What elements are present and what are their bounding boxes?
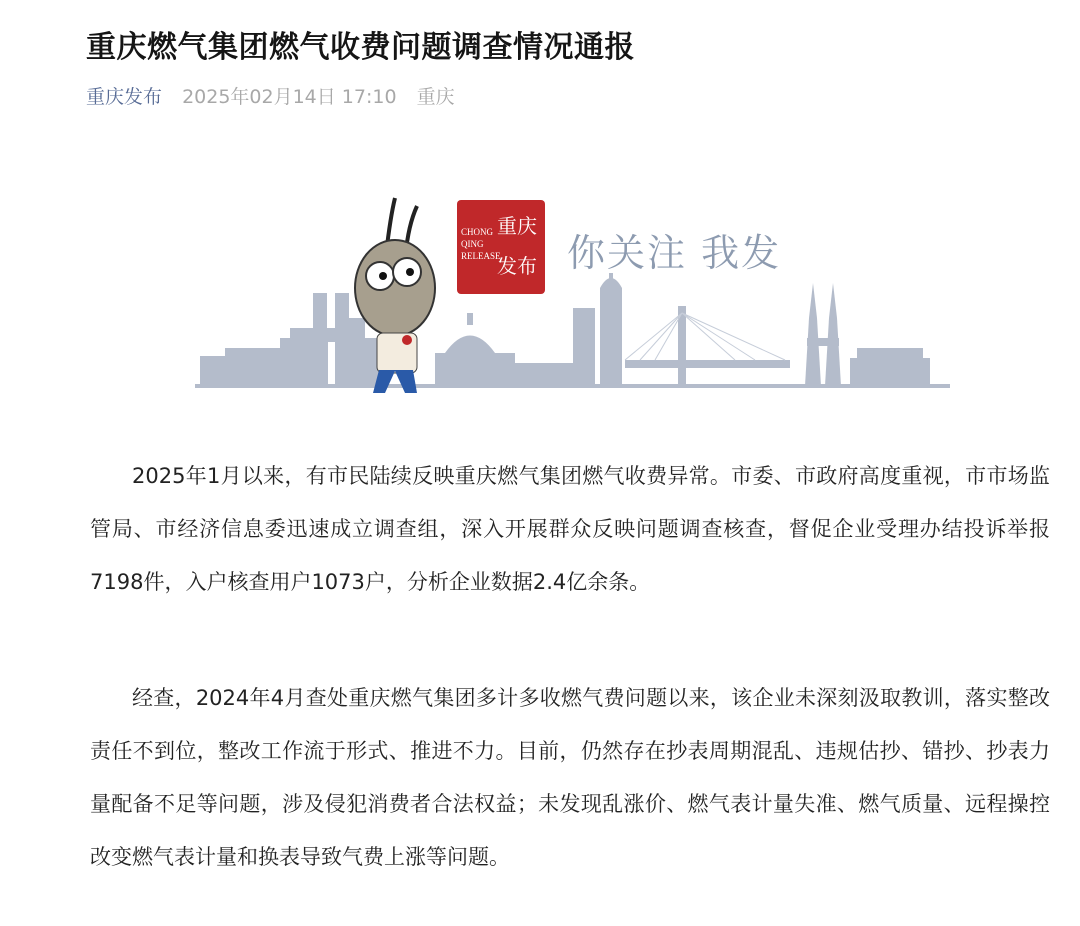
stamp-text: 重庆发布	[497, 214, 537, 278]
stamp-logo	[457, 200, 545, 294]
skyline-illustration	[195, 188, 955, 408]
header-banner-image	[195, 188, 955, 408]
body-paragraph-2: 经查，2024年4月查处重庆燃气集团多计多收燃气费问题以来，该企业未深刻汲取教训，落实整改责任不到位，整改工作流于形式、推进不力。目前，仍然存在抄表周期混乱、违规估抄、错抄、抄表力量配备不足等问题，涉及侵犯消费者合法权益；未发现乱涨价、燃气表计量失准、燃气质量、远程操控改变燃气表计量和换表导致气费上涨等问题。	[90, 686, 1050, 869]
banner-slogan: 你关注 我发	[567, 231, 782, 275]
article-meta	[86, 82, 455, 109]
publish-location: 重庆	[416, 86, 455, 108]
publish-date: 2025年02月14日 17:10	[182, 86, 397, 108]
stamp-latin: CHONG QING RELEASE	[461, 227, 501, 261]
source-account-link[interactable]: 重庆发布	[86, 86, 163, 108]
body-paragraph-1: 2025年1月以来，有市民陆续反映重庆燃气集团燃气收费异常。市委、市政府高度重视，市市场监管局、市经济信息委迅速成立调查组，深入开展群众反映问题调查核查，督促企业受理办结投诉举报7198件，入户核查用户1073户，分析企业数据2.4亿余条。	[90, 464, 1050, 594]
article-title: 重庆燃气集团燃气收费问题调查情况通报	[86, 30, 635, 65]
